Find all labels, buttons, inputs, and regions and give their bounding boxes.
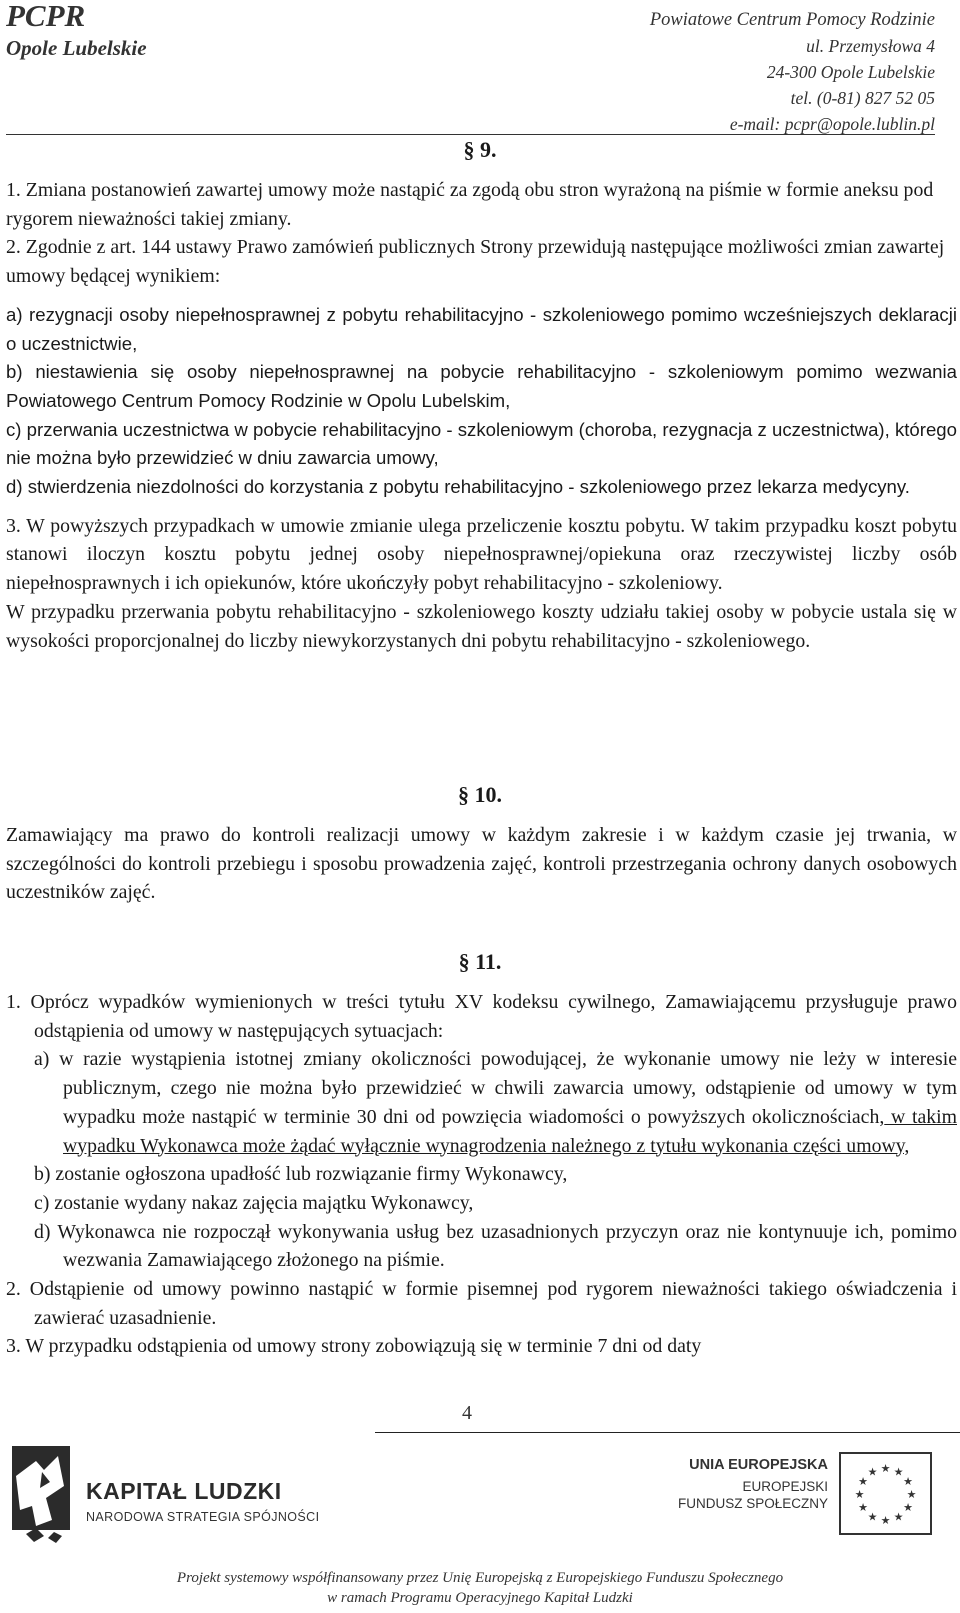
eu-flag-icon [839, 1452, 932, 1535]
s9-list [6, 301, 957, 502]
s9-paragraph-2: 2. Zgodnie z art. 144 ustawy Prawo zamówień publicznych Strony przewidują następujące możliwości zmian zawartej umowy będącej wynikiem: [6, 236, 945, 288]
svg-text:★: ★ [880, 1462, 891, 1475]
header-postal: 24-300 Opole Lubelskie [766, 62, 935, 82]
s11-item-a-underlined: w takim wypadku Wykonawca może żądać wyłącznie wynagrodzenia należnego z tytułu wykonania części umowy, [63, 1105, 957, 1157]
s11-item-d: d) Wykonawca nie rozpoczął wykonywania usług bez uzasadnionych przyczyn oraz nie kontynuuje ich, pomimo wezwania Zamawiającego złożonego na piśmie. [34, 1220, 957, 1272]
svg-text:★: ★ [867, 1510, 878, 1524]
s9-item-d: d) stwierdzenia niezdolności do korzystania z pobytu rehabilitacyjno - szkoleniowego przez lekarza medycyny. [6, 476, 910, 498]
project-line-2: w ramach Programu Operacyjnego Kapitał Ludzki [327, 1590, 633, 1606]
s11-item-c: c) zostanie wydany nakaz zajęcia majątku Wykonawcy, [34, 1191, 474, 1214]
s9-paragraph-3: 3. W powyższych przypadkach w umowie zmianie ulega przeliczenie kosztu pobytu. W takim przypadku koszt pobytu stanowi iloczyn kosztu pobytu jednej osoby niepełnosprawnej/opiekuna oraz rzeczywistej liczby osób niepełnosprawnych i ich opiekunów, które ukończyły pobyt rehabilitacyjno - szkoleniowy. [6, 514, 957, 595]
header-org-name: Powiatowe Centrum Pomocy Rodzinie [649, 10, 935, 30]
svg-text:★: ★ [858, 1475, 868, 1488]
s11-item-a-text: a) w razie wystąpienia istotnej zmiany okoliczności powodującej, że wykonanie umowy nie leży w interesie publicznym, czego nie można było przewidzieć w chwili zawarcia umowy, odstąpienie od umowy w tym wypadku może nastąpić w terminie 30 dni od powzięcia wiadomości o powyższych okolicznościach, [34, 1048, 957, 1128]
s11-item-b: b) zostanie ogłoszona upadłość lub rozwiązanie firmy Wykonawcy, [34, 1163, 568, 1186]
eu-title: UNIA EUROPEJSKA [689, 1457, 828, 1473]
project-footer-text [0, 1568, 960, 1608]
s9-paragraph-4: W przypadku przerwania pobytu rehabilitacyjno - szkoleniowego koszty udziału takiej osoby w pobycie ustala się w wysokości proporcjonalnej do liczby niewykorzystanych dni pobytu rehabilitacyjno - szkoleniowego. [6, 600, 957, 652]
svg-text:★: ★ [903, 1501, 913, 1514]
kapital-ludzki-title: KAPITAŁ LUDZKI [86, 1478, 282, 1504]
header-phone: tel. (0-81) 827 52 05 [790, 88, 935, 108]
s11-paragraph-3: 3. W przypadku odstąpienia od umowy strony zobowiązują się w terminie 7 dni od daty [6, 1335, 702, 1358]
header-email: e-mail: pcpr@opole.lublin.pl [729, 114, 935, 134]
header-org-short: PCPR [6, 0, 86, 33]
s9-item-b: b) niestawienia się osoby niepełnosprawnej na pobycie rehabilitacyjno - szkoleniowym pomimo wezwania Powiatowego Centrum Pomocy Rodzinie w Opolu Lubelskim, [6, 361, 957, 411]
svg-text:★: ★ [893, 1510, 904, 1524]
section-9-title: § 9. [463, 137, 497, 162]
svg-text:★: ★ [880, 1514, 891, 1527]
s9-paragraph-1: 1. Zmiana postanowień zawartej umowy może nastąpić za zgodą obu stron wyrażoną na piśmie w formie aneksu pod rygorem nieważności takiej zmiany. [6, 179, 934, 230]
s11-paragraph-2: 2. Odstąpienie od umowy powinno nastąpić w formie pisemnej pod rygorem nieważności takiego oświadczenia i zawierać uzasadnienie. [6, 1278, 957, 1329]
eu-fund-line-1: EUROPEJSKI [742, 1479, 828, 1494]
eu-fund-line-2: FUNDUSZ SPOŁECZNY [677, 1496, 828, 1511]
header-address-block [650, 7, 935, 137]
s10-paragraph-1: Zamawiający ma prawo do kontroli realizacji umowy w każdym zakresie i w każdym czasie jej trwania, w szczególności do kontroli przebiegu i sposobu prowadzenia zajęć, kontroli przestrzegania ochrony danych osobowych uczestników zajęć. [6, 824, 957, 904]
section-11-title: § 11. [458, 949, 502, 974]
section-11-body [6, 988, 957, 1361]
section-10-title: § 10. [458, 782, 502, 807]
header-street: ul. Przemysłowa 4 [806, 36, 935, 56]
svg-text:★: ★ [893, 1465, 904, 1479]
header-city: Opole Lubelskie [6, 36, 147, 60]
s11-item-a [6, 1045, 957, 1160]
header-divider [6, 134, 935, 135]
svg-text:★: ★ [903, 1475, 913, 1488]
s9-item-c: c) przerwania uczestnictwa w pobycie rehabilitacyjno - szkoleniowym (choroba, rezygnacja z uczestnictwa), którego nie można było przewidzieć w dniu zawarcia umowy, [6, 418, 957, 469]
project-line-1: Projekt systemowy współfinansowany przez Unię Europejską z Europejskiego Funduszu Społecznego [176, 1570, 784, 1586]
section-9-body [6, 176, 957, 655]
svg-text:★: ★ [867, 1465, 878, 1479]
kapital-ludzki-subtitle: NARODOWA STRATEGIA SPÓJNOŚCI [86, 1510, 320, 1524]
s11-paragraph-1: 1. Oprócz wypadków wymienionych w treści tytułu XV kodeksu cywilnego, Zamawiającemu przysługuje prawo odstąpienia od umowy w następujących sytuacjach: [6, 991, 957, 1042]
eu-fund-text [678, 1478, 828, 1512]
s9-item-a: a) rezygnacji osoby niepełnosprawnej z pobytu rehabilitacyjno - szkoleniowego pomimo wcześniejszych deklaracji o uczestnictwie, [6, 303, 957, 354]
svg-text:★: ★ [858, 1501, 868, 1514]
page-number: 4 [462, 1402, 472, 1424]
svg-text:★: ★ [854, 1488, 865, 1501]
svg-text:★: ★ [906, 1488, 917, 1501]
footer-divider-right [470, 1432, 960, 1433]
